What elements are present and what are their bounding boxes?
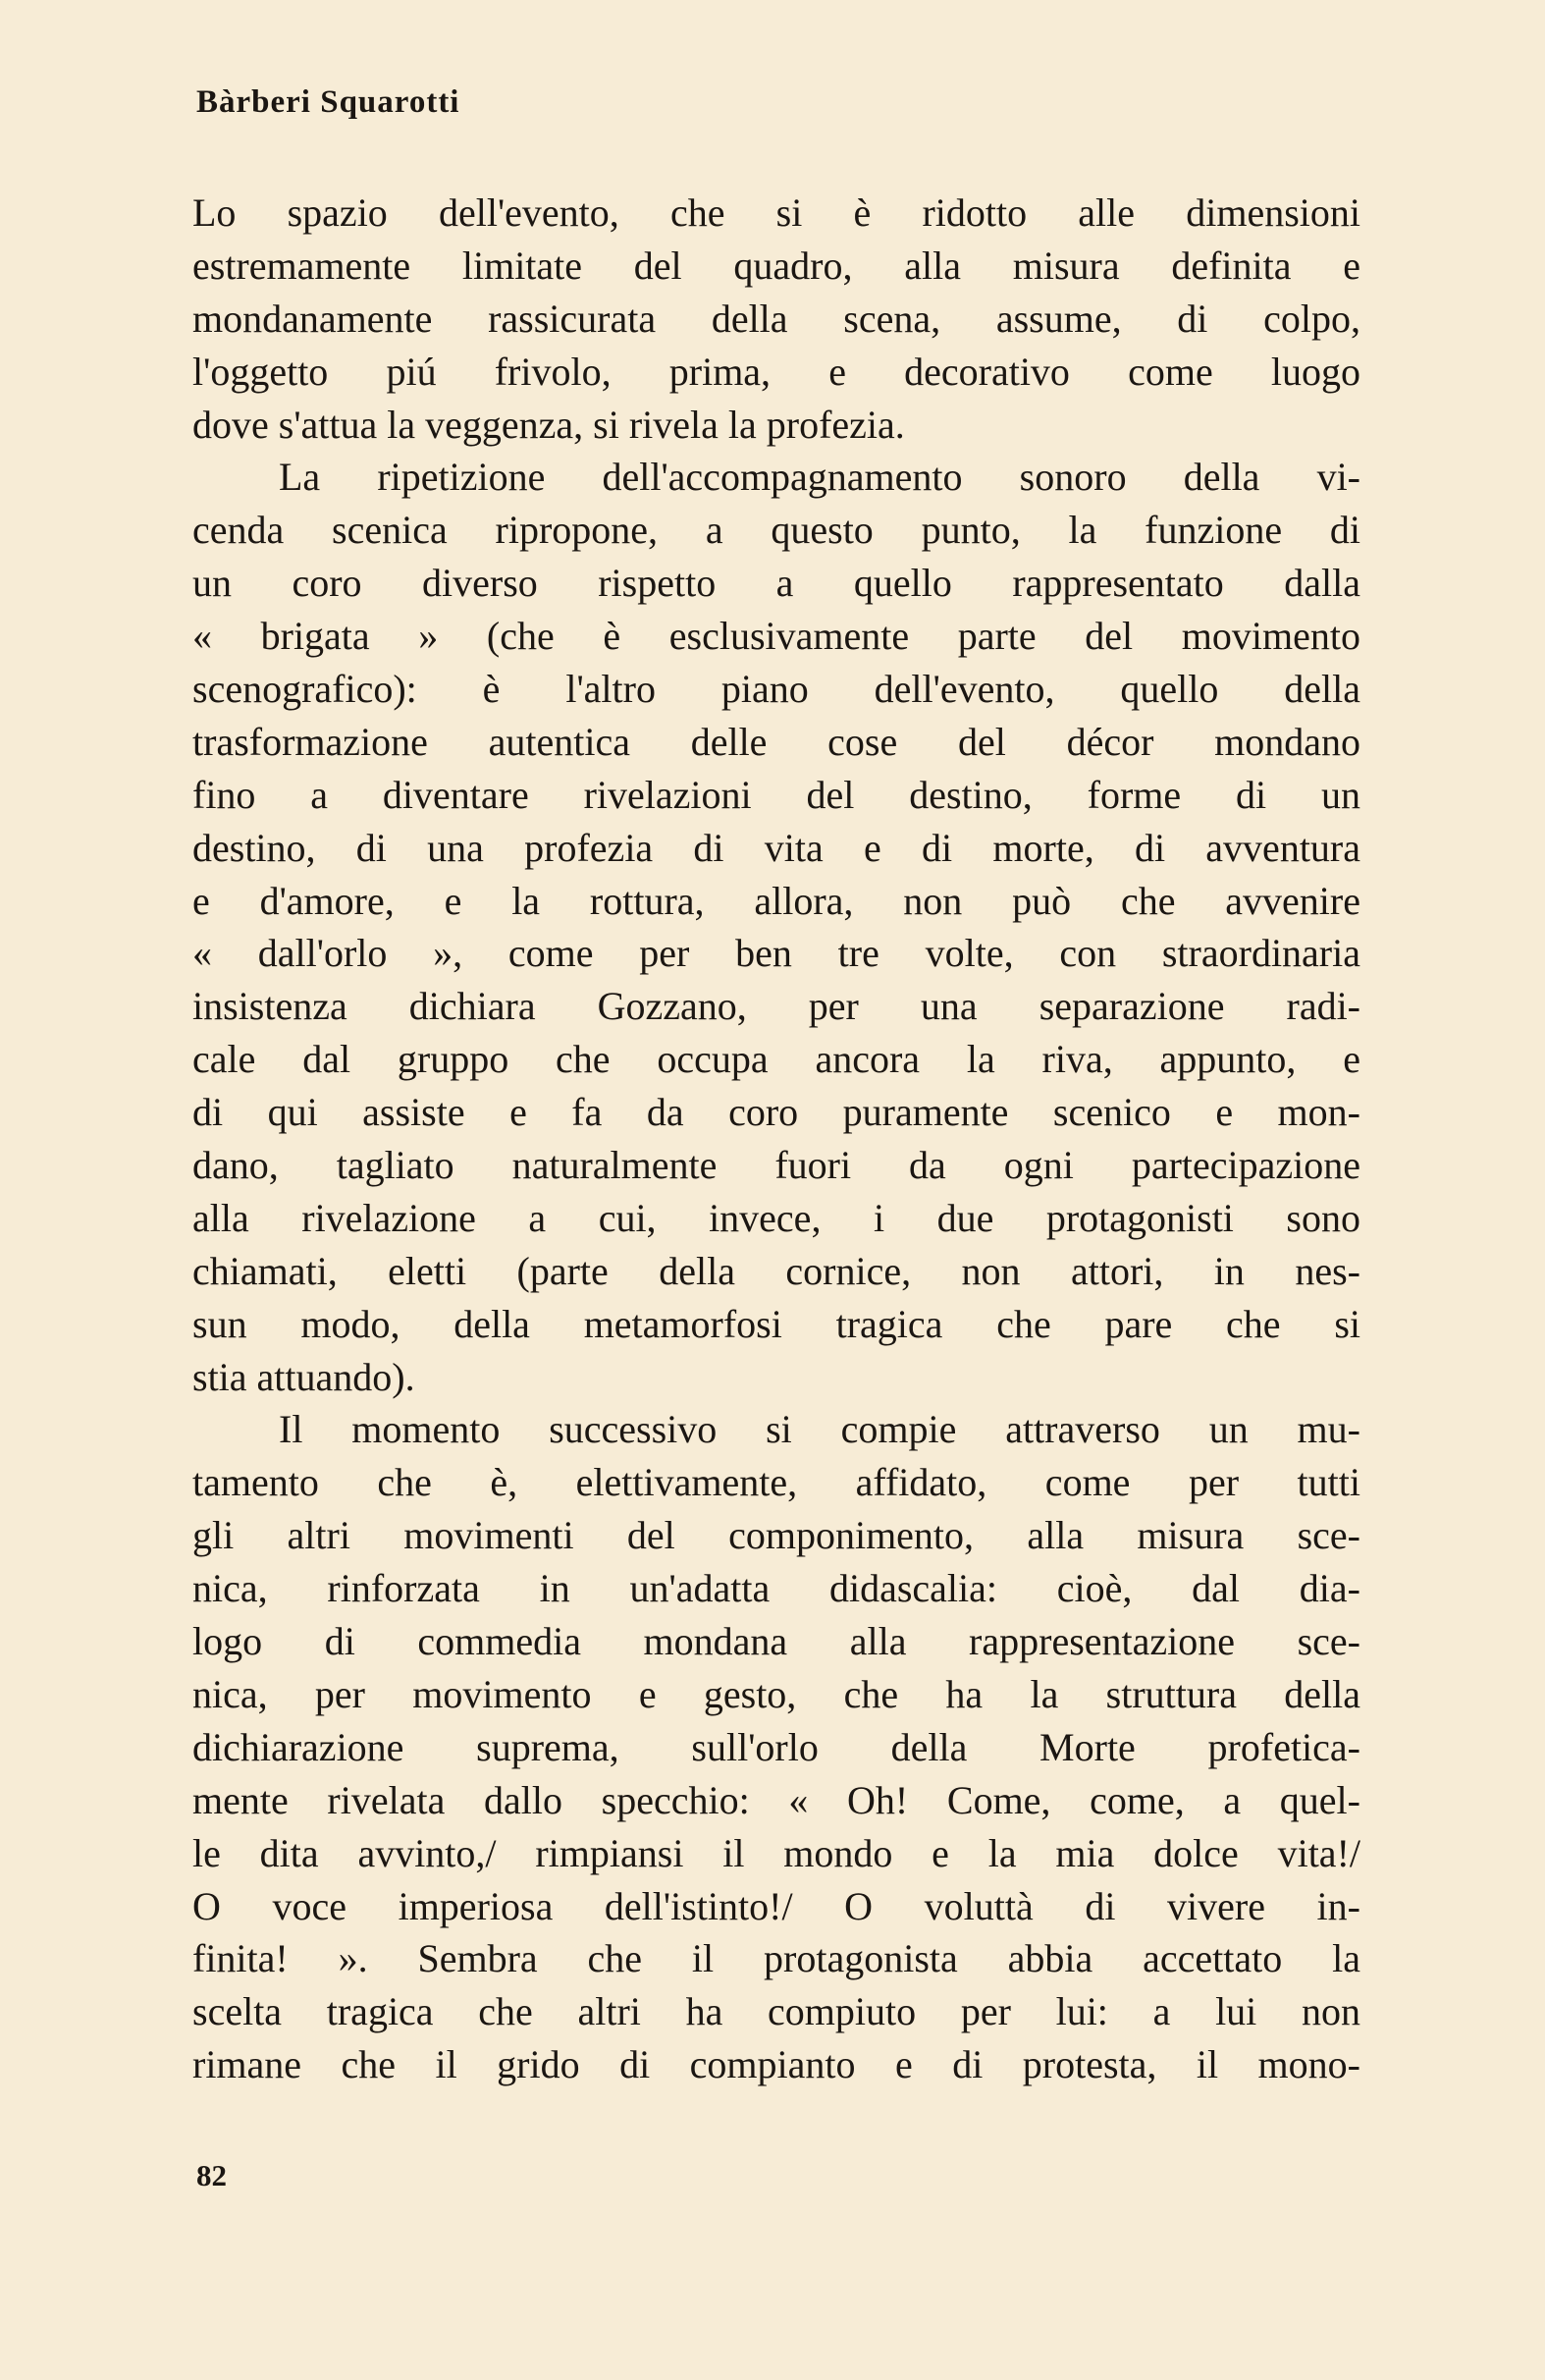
- paragraph-3: [192, 1403, 1360, 2091]
- text-line: mente rivelata dallo specchio: « Oh! Come, come, a quel-: [192, 1777, 1360, 1822]
- text-line: « dall'orlo », come per ben tre volte, con straordinaria: [192, 931, 1360, 976]
- running-head: Bàrberi Squarotti: [196, 84, 460, 120]
- text-line: finita! ». Sembra che il protagonista abbia accettato la: [192, 1936, 1360, 1981]
- paragraph-2: [192, 451, 1360, 1403]
- text-line: scenografico): è l'altro piano dell'evento, quello della: [192, 667, 1360, 712]
- text-line: sun modo, della metamorfosi tragica che pare che si: [192, 1301, 1360, 1346]
- text-line: cenda scenica ripropone, a questo punto, la funzione di: [192, 508, 1360, 553]
- text-line: gli altri movimenti del componimento, alla misura sce-: [192, 1513, 1360, 1558]
- text-line: dichiarazione suprema, sull'orlo della Morte profetica-: [192, 1724, 1360, 1769]
- page-number: 82: [196, 2158, 227, 2192]
- text-line: mondanamente rassicurata della scena, assume, di colpo,: [192, 296, 1360, 341]
- text-line: « brigata » (che è esclusivamente parte del movimento: [192, 614, 1360, 659]
- body-text: [192, 187, 1360, 2091]
- text-line: nica, rinforzata in un'adatta didascalia: cioè, dal dia-: [192, 1566, 1360, 1611]
- text-line: un coro diverso rispetto a quello rappresentato dalla: [192, 561, 1360, 606]
- text-line: rimane che il grido di compianto e di protesta, il mono-: [192, 2042, 1360, 2087]
- text-line: destino, di una profezia di vita e di morte, di avventura: [192, 825, 1360, 870]
- text-line: alla rivelazione a cui, invece, i due protagonisti sono: [192, 1195, 1360, 1240]
- text-line: fino a diventare rivelazioni del destino, forme di un: [192, 772, 1360, 817]
- text-line: tamento che è, elettivamente, affidato, come per tutti: [192, 1460, 1360, 1505]
- text-line: scelta tragica che altri ha compiuto per lui: a lui non: [192, 1989, 1360, 2034]
- text-line: le dita avvinto,/ rimpiansi il mondo e la mia dolce vita!/: [192, 1830, 1360, 1875]
- text-line: nica, per movimento e gesto, che ha la struttura della: [192, 1671, 1360, 1716]
- text-line: stia attuando).: [192, 1354, 415, 1399]
- text-line: Lo spazio dell'evento, che si è ridotto alle dimensioni: [192, 190, 1360, 235]
- text-line: e d'amore, e la rottura, allora, non può che avvenire: [192, 878, 1360, 923]
- text-line: trasformazione autentica delle cose del décor mondano: [192, 719, 1360, 764]
- text-line: dano, tagliato naturalmente fuori da ogni partecipazione: [192, 1143, 1360, 1188]
- text-line: insistenza dichiara Gozzano, per una separazione radi-: [192, 984, 1360, 1029]
- text-line: dove s'attua la veggenza, si rivela la profezia.: [192, 402, 905, 447]
- paragraph-1: [192, 187, 1360, 451]
- text-line: logo di commedia mondana alla rappresentazione sce-: [192, 1619, 1360, 1664]
- text-line: estremamente limitate del quadro, alla misura definita e: [192, 243, 1360, 288]
- text-line: O voce imperiosa dell'istinto!/ O voluttà di vivere in-: [192, 1883, 1360, 1928]
- text-line: La ripetizione dell'accompagnamento sonoro della vi-: [279, 455, 1360, 500]
- text-line: Il momento successivo si compie attraverso un mu-: [279, 1407, 1360, 1452]
- text-line: l'oggetto piú frivolo, prima, e decorativo come luogo: [192, 349, 1360, 394]
- text-line: di qui assiste e fa da coro puramente scenico e mon-: [192, 1090, 1360, 1135]
- text-line: cale dal gruppo che occupa ancora la riva, appunto, e: [192, 1037, 1360, 1082]
- text-line: chiamati, eletti (parte della cornice, non attori, in nes-: [192, 1248, 1360, 1293]
